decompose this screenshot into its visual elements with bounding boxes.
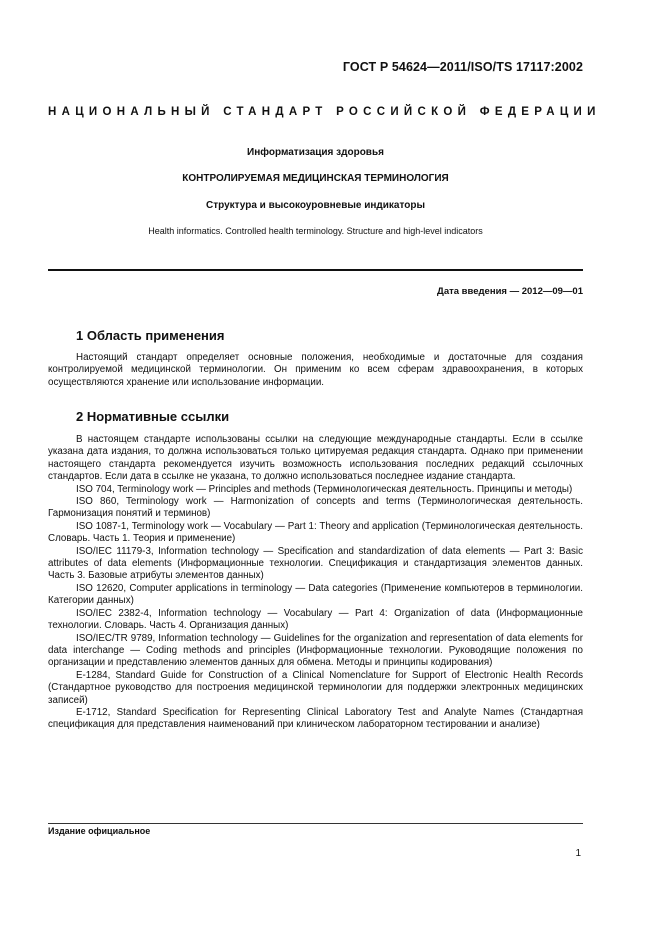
paragraph: Настоящий стандарт определяет основные положения, необходимые и достаточные для создания контролируемой медицинской терминологии. Он применим ко всем сферам здравоохранения, в которых осуществляются хранение или использование информации. (48, 352, 583, 388)
section-2-title: 2 Нормативные ссылки (76, 409, 230, 424)
footer-rule (48, 823, 583, 824)
title-main: КОНТРОЛИРУЕМАЯ МЕДИЦИНСКАЯ ТЕРМИНОЛОГИЯ (182, 173, 449, 184)
section-1-title: 1 Область применения (76, 328, 225, 343)
introduction-date: Дата введения — 2012—09—01 (437, 286, 583, 297)
official-edition-label: Издание официальное (48, 826, 151, 836)
section-1-body (48, 352, 583, 389)
reference-item: E-1712, Standard Specification for Representing Clinical Laboratory Test and Analyte Names (Стандартная спецификация для представления наименований при клиническом лабораторном тестировании и анализе) (48, 706, 583, 731)
reference-item: ISO/IEC 11179-3, Information technology — Specification and standardization of data elements — Part 3: Basic attributes of data elements (Информационные технологии. Спецификация и стандартизация элементов данных. Часть 3. Базовые атрибуты элементов данных) (48, 545, 583, 582)
page-number: 1 (575, 848, 581, 859)
section-2-body (48, 434, 583, 732)
reference-item: ISO 860, Terminology work — Harmonization of concepts and terms (Терминологическая деятельность. Гармонизация понятий и терминов) (48, 496, 583, 520)
reference-item: ISO/IEC/TR 9789, Information technology — Guidelines for the organization and representation of data elements for data interchange — Coding methods and principles (Информационные технологии. Руководящие положения по организации и представлению элементов данных для обмена. Методы и принципы кодирования) (48, 632, 583, 669)
reference-item: ISO 1087-1, Terminology work — Vocabulary — Part 1: Theory and application (Терминологическая деятельность. Словарь. Часть 1. Теория и применение) (48, 520, 583, 545)
title-subtitle: Структура и высокоуровневые индикаторы (205, 200, 425, 211)
title-field: Информатизация здоровья (247, 147, 384, 158)
document-code: ГОСТ Р 54624—2011/ISO/TS 17117:2002 (342, 60, 583, 74)
reference-item: ISO 704, Terminology work — Principles and methods (Терминологическая деятельность. Принципы и методы) (76, 483, 573, 495)
paragraph: В настоящем стандарте использованы ссылки на следующие международные стандарты. Если в ссылке указана дата издания, то должна использоваться только цитируемая редакция стандарта. Однако при применении настоящего стандарта рекомендуется изучить возможность использования последних редакций ссылочных стандартов. Если дата в ссылке не указана, то должно использоваться последнее издание стандарта. (48, 434, 583, 483)
reference-item: ISO 12620, Computer applications in terminology — Data categories (Применение компьютеров в терминологии. Категории данных) (48, 582, 583, 607)
reference-item: E-1284, Standard Guide for Construction of a Clinical Nomenclature for Support of Electronic Health Records (Стандартное руководство для построения медицинской терминологии для поддержки электронных медицинских записей) (48, 669, 583, 706)
reference-item: ISO/IEC 2382-4, Information technology — Vocabulary — Part 4: Organization of data (Информационные технологии. Словарь. Часть 4. Организация данных) (48, 607, 583, 632)
divider-rule (48, 269, 583, 271)
national-standard-heading: НАЦИОНАЛЬНЫЙ СТАНДАРТ РОССИЙСКОЙ ФЕДЕРАЦИИ (48, 106, 601, 118)
title-english: Health informatics. Controlled health terminology. Structure and high-level indicators (148, 226, 483, 236)
